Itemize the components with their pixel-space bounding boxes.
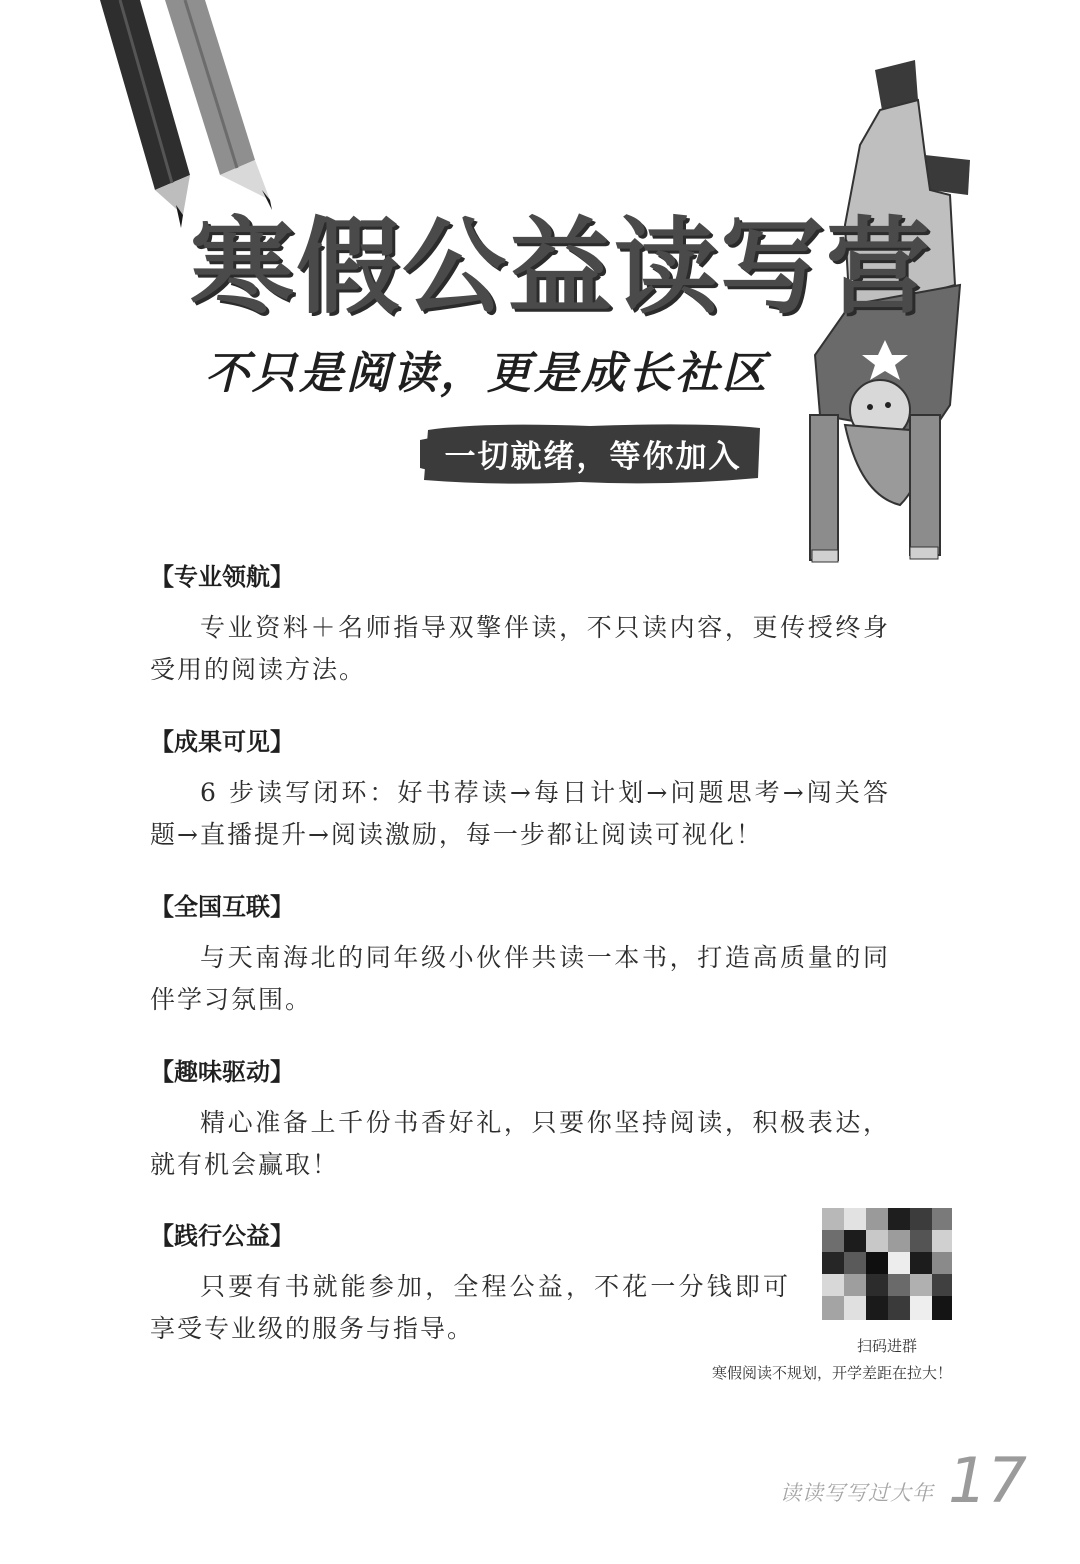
page-subtitle: 不只是阅读，更是成长社区 [205, 348, 769, 399]
section-professional-guidance [150, 565, 890, 691]
section-heading: 【成果可见】 [150, 728, 294, 756]
section-body: 6 步读写闭环：好书荐读→每日计划→问题思考→闯关答题→直播提升→阅读激励，每一步都让阅读可视化！ [150, 778, 890, 849]
section-body: 专业资料＋名师指导双擎伴读，不只读内容，更传授终身受用的阅读方法。 [150, 613, 890, 684]
section-fun-driven [150, 1060, 890, 1186]
section-visible-results [150, 730, 890, 856]
section-public-welfare [150, 1224, 790, 1350]
section-body: 精心准备上千份书香好礼，只要你坚持阅读，积极表达，就有机会赢取！ [150, 1108, 890, 1179]
section-heading: 【趣味驱动】 [150, 1058, 294, 1086]
section-nationwide-connection [150, 895, 890, 1021]
join-badge: 一切就绪，等你加入 [444, 438, 742, 475]
section-heading: 【专业领航】 [150, 563, 294, 591]
qr-note: 寒假阅读不规划，开学差距在拉大！ [711, 1364, 952, 1382]
section-heading: 【践行公益】 [150, 1222, 294, 1250]
section-body: 只要有书就能参加，全程公益，不花一分钱即可享受专业级的服务与指导。 [150, 1272, 790, 1343]
section-heading: 【全国互联】 [150, 893, 294, 921]
qr-code[interactable] [822, 1208, 952, 1320]
page-number: 17 [948, 1444, 1027, 1517]
qr-caption: 扫码进群 [856, 1337, 917, 1355]
page-title: 寒假公益读写营 [190, 206, 933, 328]
section-body: 与天南海北的同年级小伙伴共读一本书，打造高质量的同伴学习氛围。 [150, 943, 890, 1014]
footer-slogan: 读读写写过大年 [780, 1481, 934, 1505]
